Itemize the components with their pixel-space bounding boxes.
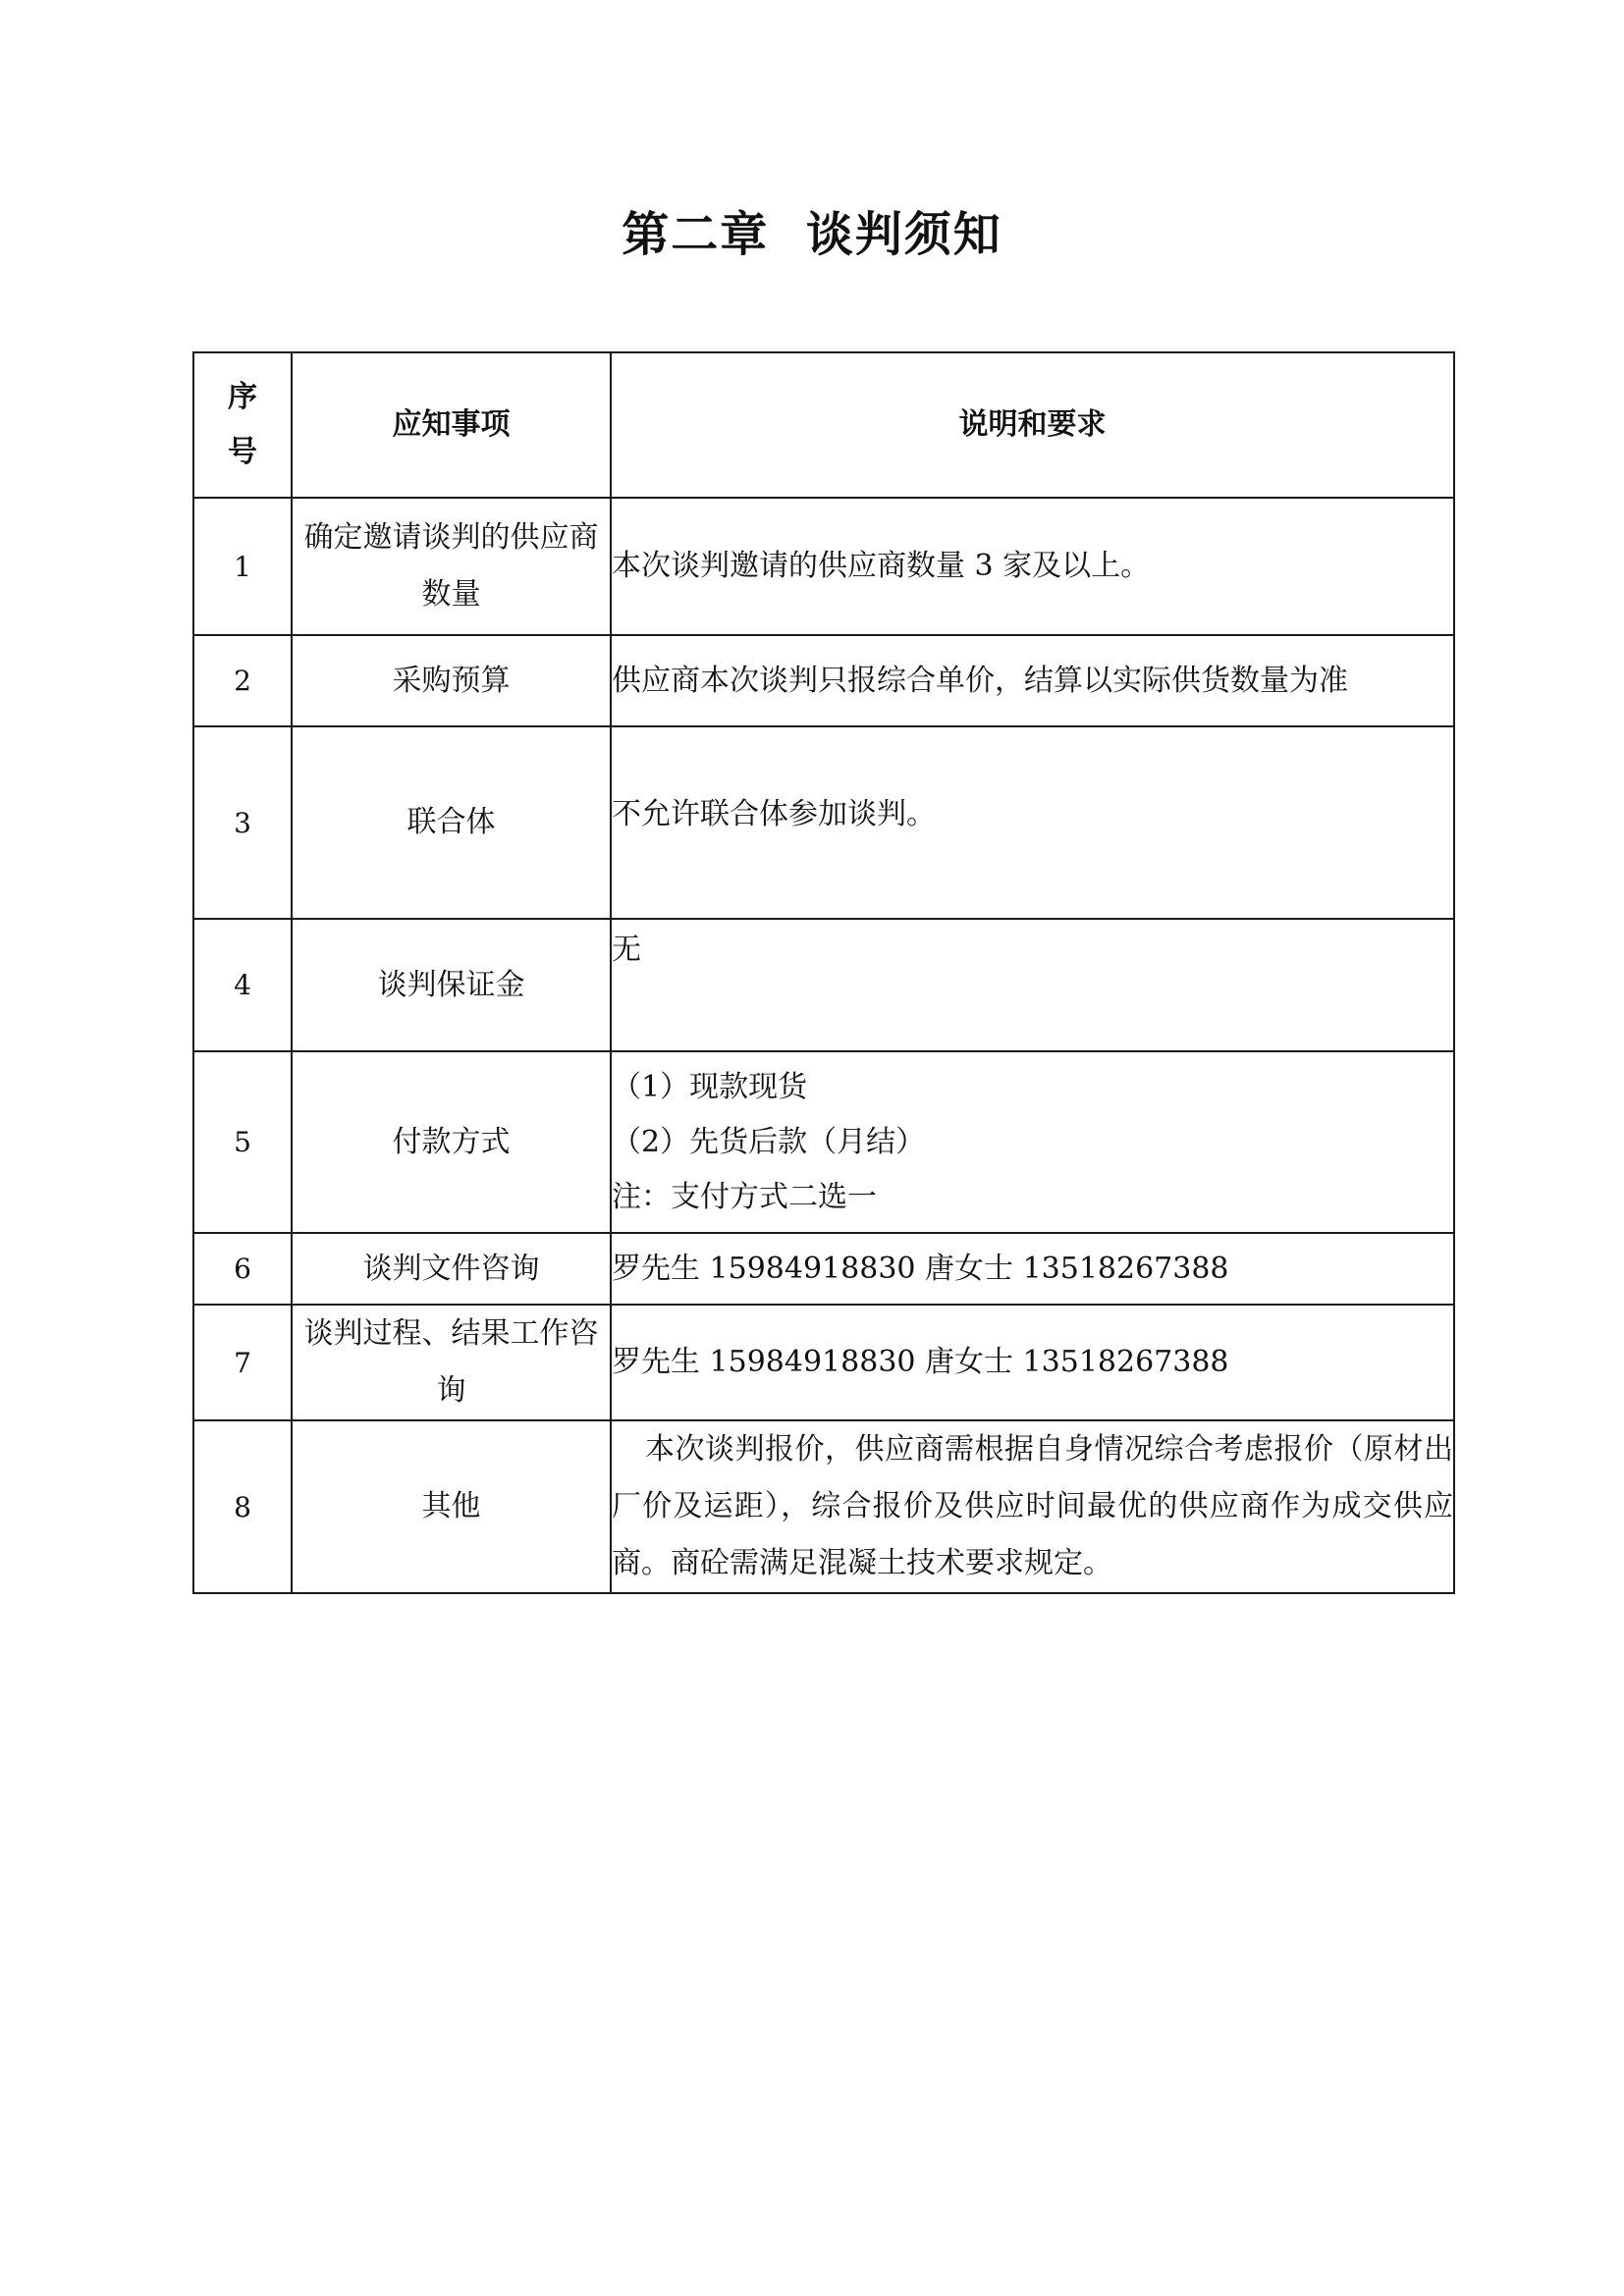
table-row — [193, 919, 1454, 1051]
row-item: 确定邀请谈判的供应商数量 — [292, 498, 611, 635]
row-no: 4 — [193, 919, 292, 1051]
row-desc — [611, 1051, 1454, 1233]
row-no: 6 — [193, 1233, 292, 1305]
table-row — [193, 1051, 1454, 1233]
page-title: 第二章 谈判须知 — [622, 207, 1002, 262]
table-row — [193, 635, 1454, 726]
row-desc: 本次谈判邀请的供应商数量 3 家及以上。 — [611, 498, 1454, 635]
header-item: 应知事项 — [292, 352, 611, 498]
row-item: 付款方式 — [292, 1051, 611, 1233]
notice-table — [192, 351, 1455, 1594]
row-desc: 罗先生 15984918830 唐女士 13518267388 — [611, 1233, 1454, 1305]
table-row — [193, 1305, 1454, 1420]
row-no: 1 — [193, 498, 292, 635]
payment-option-2: （2）先货后款（月结） — [612, 1124, 926, 1159]
row-item: 采购预算 — [292, 635, 611, 726]
row-item: 联合体 — [292, 726, 611, 919]
payment-note: 注：支付方式二选一 — [612, 1179, 877, 1214]
row-item: 谈判文件咨询 — [292, 1233, 611, 1305]
row-desc: 本次谈判报价，供应商需根据自身情况综合考虑报价（原材出厂价及运距），综合报价及供应时间最优的供应商作为成交供应商。商砼需满足混凝土技术要求规定。 — [611, 1420, 1454, 1593]
header-desc: 说明和要求 — [611, 352, 1454, 498]
row-item: 谈判保证金 — [292, 919, 611, 1051]
row-no: 8 — [193, 1420, 292, 1593]
row-item: 其他 — [292, 1420, 611, 1593]
payment-option-1: （1）现款现货 — [612, 1069, 808, 1104]
row-desc: 供应商本次谈判只报综合单价，结算以实际供货数量为准 — [611, 635, 1454, 726]
table-row — [193, 1420, 1454, 1593]
table-row — [193, 498, 1454, 635]
row-no: 7 — [193, 1305, 292, 1420]
header-no: 序号 — [193, 352, 292, 498]
table-header-row — [193, 352, 1454, 498]
row-desc: 无 — [611, 919, 1454, 1051]
table-row — [193, 1233, 1454, 1305]
row-item: 谈判过程、结果工作咨询 — [292, 1305, 611, 1420]
row-desc: 不允许联合体参加谈判。 — [611, 726, 1454, 919]
row-desc: 罗先生 15984918830 唐女士 13518267388 — [611, 1305, 1454, 1420]
table-row — [193, 726, 1454, 919]
row-no: 3 — [193, 726, 292, 919]
row-no: 5 — [193, 1051, 292, 1233]
row-no: 2 — [193, 635, 292, 726]
